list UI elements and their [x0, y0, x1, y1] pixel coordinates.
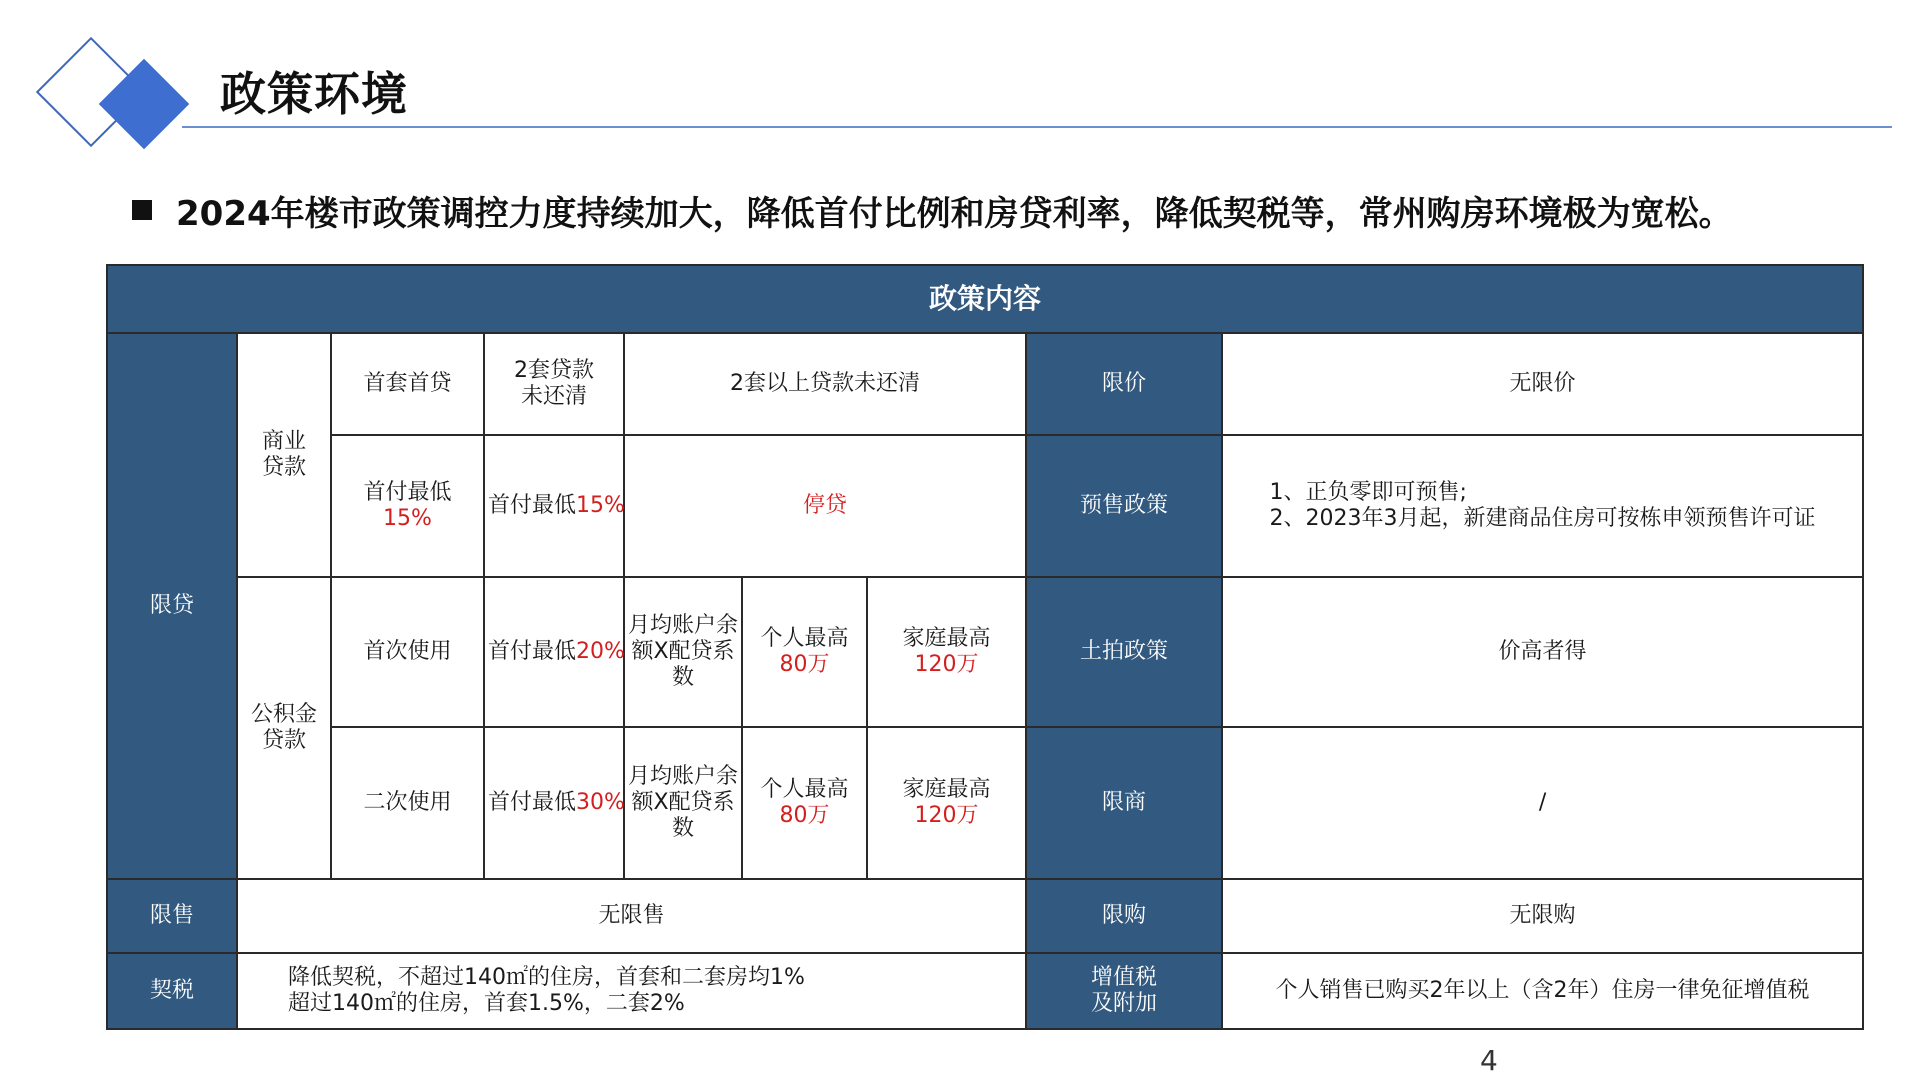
commercial-third-label: 2套以上贷款未还清 — [624, 333, 1026, 435]
provident-first-use: 首次使用 — [331, 577, 484, 727]
deed-tax-line-2: 超过140㎡的住房，首套1.5%，二套2% — [288, 991, 685, 1016]
downpayment-label: 首付最低 — [488, 790, 577, 816]
commercial-first-downpayment — [331, 435, 484, 577]
square-bullet-icon — [132, 200, 152, 220]
price-limit-value: 无限价 — [1222, 333, 1863, 435]
provident-second-person-max — [742, 727, 867, 879]
downpayment-label: 首付最低 — [488, 493, 577, 519]
commercial-first-label: 首套首贷 — [331, 333, 484, 435]
policy-table — [106, 264, 1864, 1030]
person-max-label: 个人最高 — [760, 626, 849, 652]
page-number: 4 — [1480, 1044, 1498, 1077]
land-policy-label: 土拍政策 — [1026, 577, 1222, 727]
deed-tax-line-1: 降低契税，不超过140㎡的住房，首套和二套房均1% — [288, 965, 805, 991]
downpayment-value: 15% — [383, 506, 432, 531]
sale-limit-label: 限售 — [107, 879, 237, 953]
vat-label: 增值税 及附加 — [1026, 953, 1222, 1029]
downpayment-label: 首付最低 — [363, 480, 452, 506]
page-title: 政策环境 — [220, 67, 408, 121]
family-max-value: 120万 — [914, 803, 979, 828]
xiandai-label: 限贷 — [107, 333, 237, 879]
header-divider — [182, 126, 1892, 128]
land-policy-value: 价高者得 — [1222, 577, 1863, 727]
commercial-second-label: 2套贷款 未还清 — [484, 333, 624, 435]
sale-limit-value: 无限售 — [237, 879, 1026, 953]
provident-first-family-max — [867, 577, 1026, 727]
subtitle: 2024年楼市政策调控力度持续加大，降低首付比例和房贷利率，降低契税等，常州购房环境极为宽松。 — [176, 194, 1733, 234]
deed-tax-value — [237, 953, 1026, 1029]
person-max-value: 80万 — [779, 652, 830, 677]
person-max-value: 80万 — [779, 803, 830, 828]
deed-tax-label: 契税 — [107, 953, 237, 1029]
provident-loan-label: 公积金 贷款 — [237, 577, 331, 879]
family-max-value: 120万 — [914, 652, 979, 677]
provident-second-formula: 月均账户余额X配贷系数 — [624, 727, 742, 879]
purchase-limit-label: 限购 — [1026, 879, 1222, 953]
purchase-limit-value: 无限购 — [1222, 879, 1863, 953]
downpayment-label: 首付最低 — [488, 639, 577, 665]
presale-label: 预售政策 — [1026, 435, 1222, 577]
table-header: 政策内容 — [107, 265, 1863, 333]
provident-second-downpayment — [484, 727, 624, 879]
family-max-label: 家庭最高 — [902, 777, 991, 803]
provident-second-use: 二次使用 — [331, 727, 484, 879]
presale-line-2: 2、2023年3月起，新建商品住房可按栋申领预售许可证 — [1269, 506, 1816, 531]
family-max-label: 家庭最高 — [902, 626, 991, 652]
provident-second-family-max — [867, 727, 1026, 879]
downpayment-value: 20% — [576, 639, 625, 665]
presale-line-1: 1、正负零即可预售; — [1269, 480, 1467, 506]
price-limit-label: 限价 — [1026, 333, 1222, 435]
business-limit-label: 限商 — [1026, 727, 1222, 879]
person-max-label: 个人最高 — [760, 777, 849, 803]
presale-value — [1222, 435, 1863, 577]
commercial-second-downpayment — [484, 435, 624, 577]
provident-first-person-max — [742, 577, 867, 727]
business-limit-value: / — [1222, 727, 1863, 879]
downpayment-value: 15% — [576, 493, 625, 519]
vat-value: 个人销售已购买2年以上（含2年）住房一律免征增值税 — [1222, 953, 1863, 1029]
downpayment-value: 30% — [576, 790, 625, 816]
commercial-loan-label: 商业 贷款 — [237, 333, 331, 577]
provident-first-formula: 月均账户余额X配贷系数 — [624, 577, 742, 727]
commercial-third-value: 停贷 — [624, 435, 1026, 577]
provident-first-downpayment — [484, 577, 624, 727]
slide-header — [0, 0, 1920, 140]
